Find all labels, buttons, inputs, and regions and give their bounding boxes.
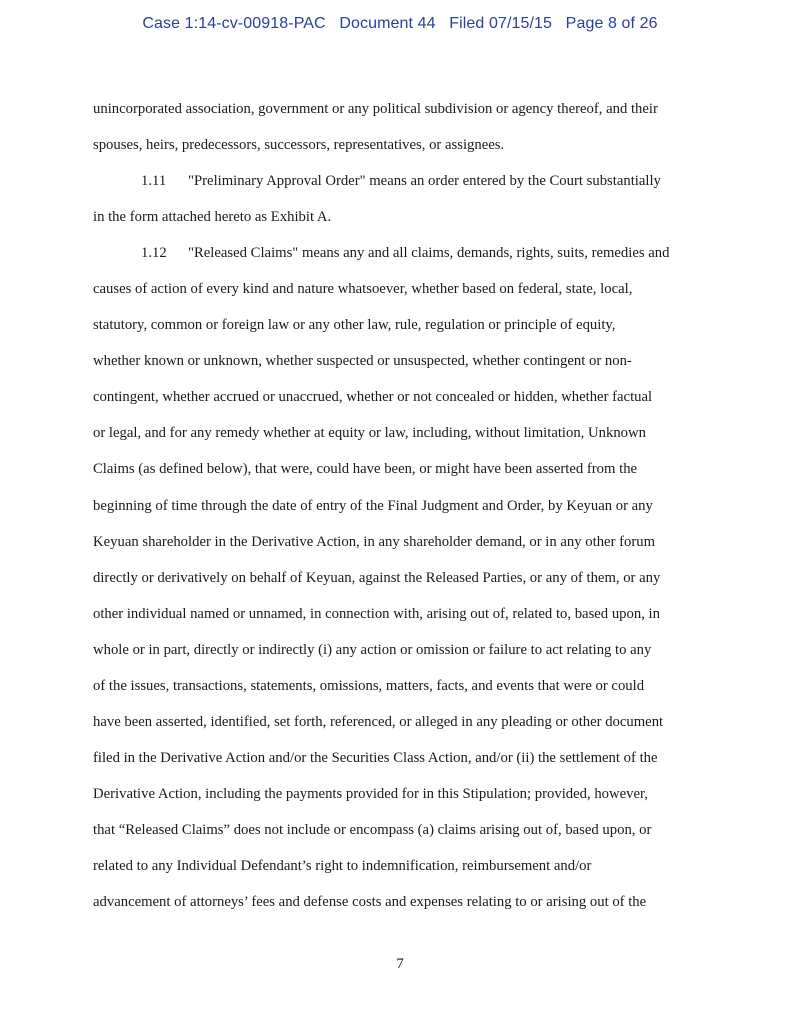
case-header: Case 1:14-cv-00918-PAC Document 44 Filed 07/15/15 Page 8 of 26 [142, 15, 658, 32]
section-1-11-first-line [93, 163, 705, 199]
text-line: have been asserted, identified, set forth, referenced, or alleged in any pleading or other document [93, 713, 664, 730]
text-line: Derivative Action, including the payments provided for in this Stipulation; provided, however, [93, 785, 648, 802]
text-line: other individual named or unnamed, in connection with, arising out of, related to, based upon, in [93, 605, 660, 622]
text-line: whole or in part, directly or indirectly (i) any action or omission or failure to act relating to any [93, 641, 652, 658]
document-body [93, 91, 705, 920]
text-line: advancement of attorneys’ fees and defense costs and expenses relating to or arising out of the [93, 894, 647, 911]
text-line: Keyuan shareholder in the Derivative Action, in any shareholder demand, or in any other forum [93, 533, 656, 550]
text-line: unincorporated association, government or any political subdivision or agency thereof, and their [93, 101, 658, 117]
text-line: in the form attached hereto as Exhibit A. [93, 209, 332, 226]
text-line: that “Released Claims” does not include or encompass (a) claims arising out of, based upon, or [93, 821, 652, 838]
text-line: causes of action of every kind and nature whatsoever, whether based on federal, state, local, [93, 281, 633, 298]
text-line: "Preliminary Approval Order" means an order entered by the Court substantially [188, 173, 661, 190]
text-line: spouses, heirs, predecessors, successors, representatives, or assignees. [93, 137, 505, 154]
text-line: Claims (as defined below), that were, could have been, or might have been asserted from the [93, 461, 638, 478]
text-line: of the issues, transactions, statements, omissions, matters, facts, and events that were or could [93, 677, 645, 694]
text-line: statutory, common or foreign law or any other law, rule, regulation or principle of equity, [93, 317, 616, 334]
text-line: filed in the Derivative Action and/or the Securities Class Action, and/or (ii) the settlement of the [93, 749, 658, 766]
text-line: whether known or unknown, whether suspected or unsuspected, whether contingent or non- [93, 353, 632, 370]
text-line: beginning of time through the date of entry of the Final Judgment and Order, by Keyuan or any [93, 497, 653, 514]
section-1-12-first-line [93, 235, 705, 271]
text-line: related to any Individual Defendant’s right to indemnification, reimbursement and/or [93, 857, 592, 874]
section-number: 1.12 [141, 245, 167, 262]
text-line: contingent, whether accrued or unaccrued, whether or not concealed or hidden, whether factual [93, 389, 653, 406]
text-line: directly or derivatively on behalf of Keyuan, against the Released Parties, or any of them, or any [93, 569, 661, 586]
page-number: 7 [396, 956, 404, 972]
section-number: 1.11 [141, 173, 167, 190]
text-line: or legal, and for any remedy whether at equity or law, including, without limitation, Unknown [93, 425, 646, 442]
text-line: "Released Claims" means any and all claims, demands, rights, suits, remedies and [188, 245, 670, 262]
